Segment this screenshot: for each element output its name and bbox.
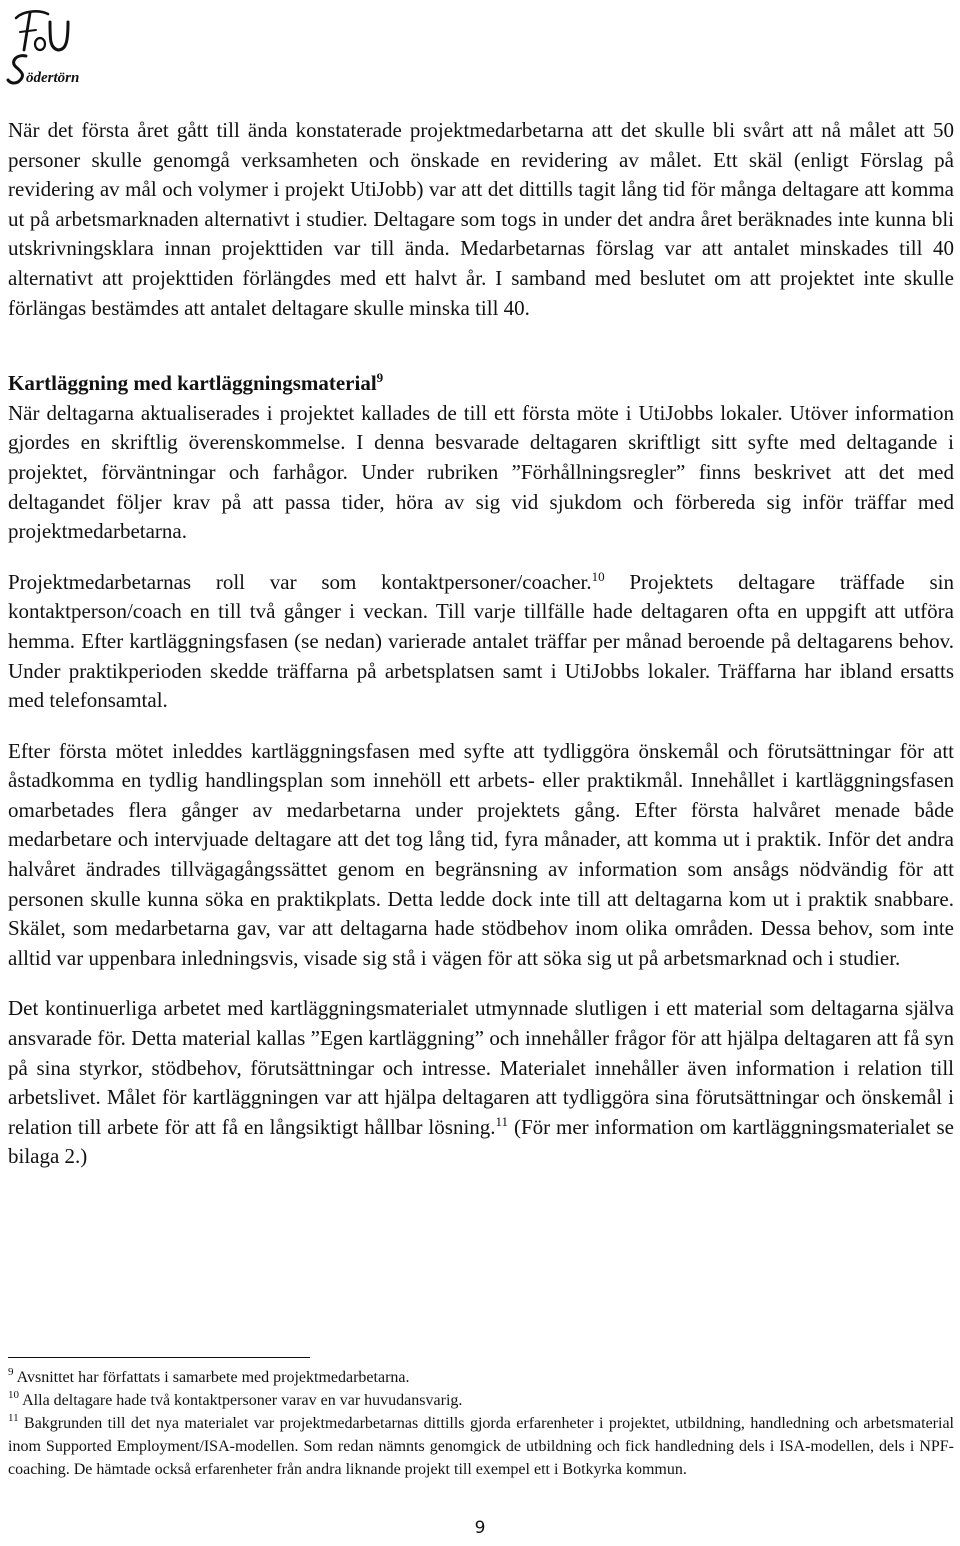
paragraph-own-mapping <box>8 994 954 1172</box>
footnote-text: Bakgrunden till det nya materialet var projektmedarbetarnas dittills gjorda erfarenheter i projektet, utbildning, handledning och arbetsmaterial inom Supported Employment/ISA-modellen. Som redan nämnts genomgick de utbildning och fick handledning dels i ISA-modellen, dels i NPF-coaching. De hämtade också erfarenheter från andra liknande projekt till exempel ett i Botkyrka kommun. <box>8 1415 954 1478</box>
document-body <box>8 116 954 1172</box>
paragraph-first-meeting: När deltagarna aktualiserades i projektet kallades de till ett första möte i UtiJobbs lokaler. Utöver information gjordes en skriftlig överenskommelse. I denna besvarade deltagaren skriftligt sitt syfte med deltagande i projektet, förväntningar och farhågor. Under rubriken ”Förhållningsregler” finns beskrivet att det med deltagandet följer krav på att passa tider, höra av sig vid sjukdom och förbereda sig inför träffar med projektmedarbetarna. <box>8 400 954 544</box>
footnote-9 <box>8 1366 954 1389</box>
footnotes <box>8 1366 954 1481</box>
paragraph-own-mapping-rest: (För mer information om kartläggningsmaterialet se bilaga 2.) <box>8 1114 955 1169</box>
section-heading <box>8 369 954 399</box>
section-heading-text: Kartläggning med kartläggningsmaterial <box>8 371 377 396</box>
footnote-number: 9 <box>8 1366 14 1378</box>
footnote-ref-9[interactable]: 9 <box>376 370 384 386</box>
paragraph-own-mapping-start: Det kontinuerliga arbetet med kartläggningsmaterialet utmynnade slutligen i ett material som deltagarna själva ansvarade för. Detta material kallas ”Egen kartläggning” och innehåller frågor för att hjälpa deltagaren att få syn på sina styrkor, stödbehov, förutsättningar och intresse. Materialet innehåller även information i relation till arbetslivet. Målet för kartläggningen var att hjälpa deltagaren att tydliggöra sina förutsättningar och önskemål i relation till arbete för att få en långsiktigt hållbar lösning. <box>8 996 954 1139</box>
paragraph-coach-role-start: Projektmedarbetarnas roll var som kontaktpersoner/coacher. <box>8 569 592 594</box>
paragraph-coach-role-rest: Projektets deltagare träffade sin kontaktperson/coach en till två gånger i veckan. Till varje tillfälle hade deltagaren ofta en uppgift att utföra hemma. Efter kartläggningsfasen (se nedan) varierade antalet träffar per månad beroende på deltagarens behov. Under praktikperioden skedde träffarna på arbetsplatsen samt i UtiJobbs lokaler. Träffarna har ibland ersatts med telefonsamtal. <box>8 569 954 713</box>
svg-text:ödertörn: ödertörn <box>26 70 80 86</box>
footnote-ref-10[interactable]: 10 <box>591 568 605 584</box>
footnote-text: Avsnittet har författats i samarbete med projektmedarbetarna. <box>13 1369 410 1386</box>
footnote-number: 11 <box>8 1412 19 1424</box>
footnote-ref-11[interactable]: 11 <box>495 1113 509 1129</box>
paragraph-coach-role <box>8 568 954 716</box>
paragraph-project-revision: När det första året gått till ända konstaterade projektmedarbetarna att det skulle bli svårt att nå målet att 50 personer skulle genomgå verksamheten och önskade en revidering av målet. Ett skäl (enligt Förslag på revidering av mål och volymer i projekt UtiJobb) var att det dittills tagit lång tid för många deltagare att komma ut på arbetsmarknaden alternativt i studier. Deltagare som togs in under det andra året beräknades inte kunna bli utskrivningsklara innan projekttiden var till ända. Medarbetarnas förslag var att antalet minskades till 40 alternativt att projekttiden förlängdes med ett halvt år. I samband med beslutet om att projektet inte skulle förlängas bestämdes att antalet deltagare skulle minska till 40. <box>8 118 954 320</box>
footnote-11 <box>8 1412 954 1481</box>
footnote-10 <box>8 1389 954 1412</box>
fou-sodertorn-logo <box>6 4 86 86</box>
paragraph-mapping-phase: Efter första mötet inleddes kartläggningsfasen med syfte att tydliggöra önskemål och förutsättningar för att åstadkomma en tydlig handlingsplan som innehöll ett arbets- eller praktikmål. Innehållet i kartläggningsfasen omarbetades flera gånger av medarbetarna under projektets gång. Efter första halvåret menade både medarbetare och intervjuade deltagare att det tog lång tid, fyra månader, att komma ut i praktik. Inför det andra halvåret ändrades tillvägagångssättet genom en begränsning av information som ansågs nödvändig för att personen skulle kunna söka en praktikplats. Detta ledde dock inte till att deltagarna kom ut i praktik snabbare. Skälet, som medarbetarna gav, var att deltagarna hade stödbehov inom olika områden. Dessa behov, som inte alltid var uppenbara inledningsvis, visade sig stå i vägen för att söka sig ut på arbetsmarknad och i studier. <box>8 738 954 970</box>
logo-graphic <box>6 4 86 86</box>
page-number: 9 <box>474 1518 486 1538</box>
footnote-separator <box>8 1357 310 1358</box>
footnote-number: 10 <box>8 1389 19 1401</box>
footnote-text: Alla deltagare hade två kontaktpersoner varav en var huvudansvarig. <box>19 1392 463 1409</box>
